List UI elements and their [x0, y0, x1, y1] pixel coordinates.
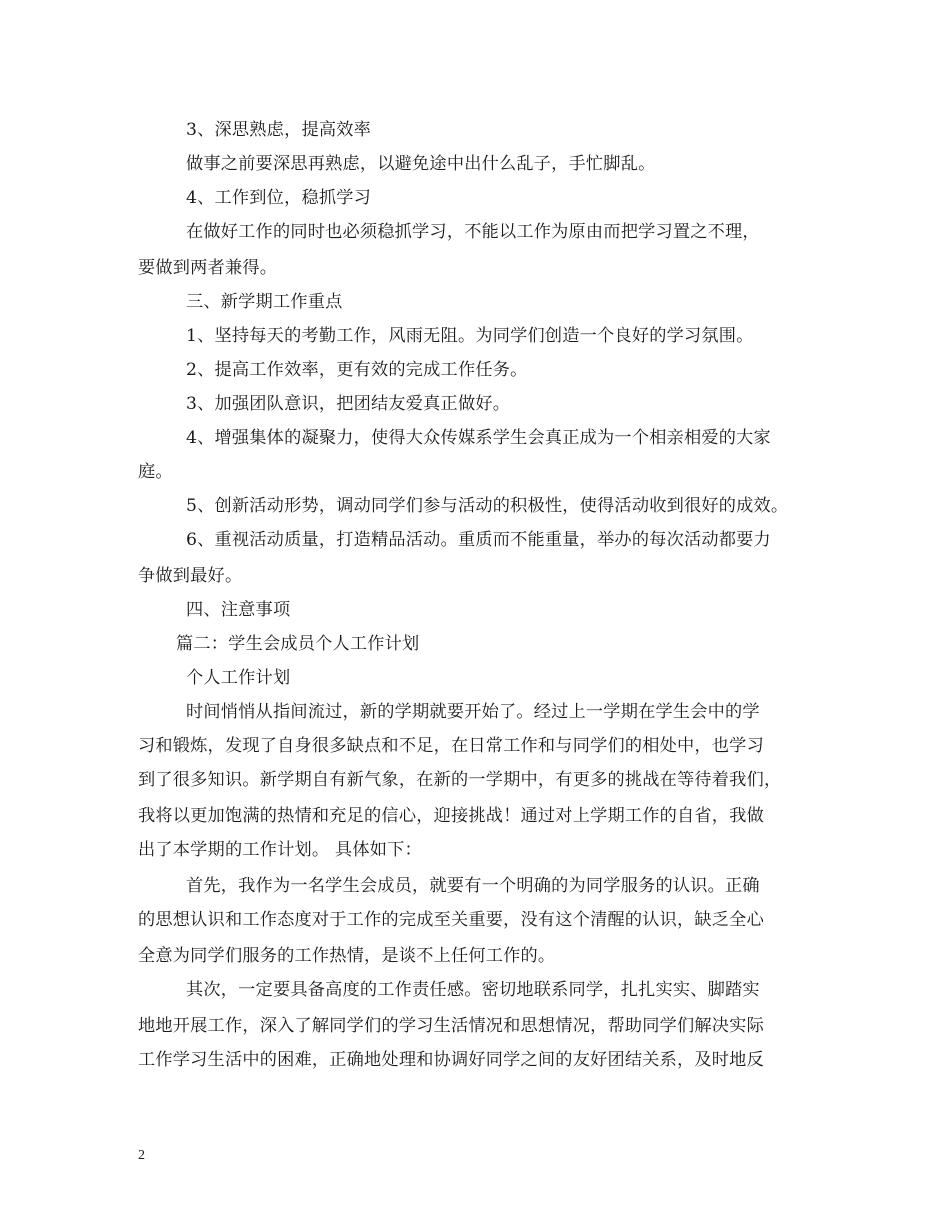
text-line: 6、重视活动质量，打造精品活动。重质而不能重量，举办的每次活动都要力 — [186, 530, 771, 550]
text-line: 出了本学期的工作计划。 具体如下： — [138, 840, 422, 860]
text-line: 到了很多知识。新学期自有新气象，在新的一学期中，有更多的挑战在等待着我们， — [138, 770, 782, 790]
text-line: 时间悄悄从指间流过，新的学期就要开始了。经过上一学期在学生会中的学 — [186, 702, 760, 722]
text-line: 3、加强团队意识，把团结友爱真正做好。 — [186, 394, 511, 414]
text-line: 4、工作到位，稳抓学习 — [186, 188, 372, 208]
text-line: 在做好工作的同时也必须稳抓学习，不能以工作为原由而把学习置之不理， — [186, 222, 760, 242]
article-title: 篇二：学生会成员个人工作计划 — [176, 634, 420, 654]
text-line: 其次，一定要具备高度的工作责任感。密切地联系同学，扎扎实实、脚踏实 — [186, 980, 760, 1000]
text-line: 的思想认识和工作态度对于工作的完成至关重要，没有这个清醒的认识，缺乏全心 — [138, 910, 764, 930]
page-number: 2 — [138, 1148, 145, 1163]
text-line: 我将以更加饱满的热情和充足的信心，迎接挑战！通过对上学期工作的自省，我做 — [138, 806, 764, 826]
text-line: 地地开展工作，深入了解同学们的学习生活情况和思想情况，帮助同学们解决实际 — [138, 1016, 764, 1036]
text-line: 庭。 — [138, 462, 173, 482]
text-line: 争做到最好。 — [138, 566, 243, 586]
section-heading: 四、注意事项 — [186, 600, 291, 620]
text-line: 1、坚持每天的考勤工作，风雨无阻。为同学们创造一个良好的学习氛围。 — [186, 326, 754, 346]
text-line: 2、提高工作效率，更有效的完成工作任务。 — [186, 360, 528, 380]
text-line: 要做到两者兼得。 — [138, 258, 278, 278]
text-line: 首先，我作为一名学生会成员，就要有一个明确的为同学服务的认识。正确 — [186, 876, 760, 896]
text-line: 3、深思熟虑，提高效率 — [186, 120, 372, 140]
text-line: 工作学习生活中的困难，正确地处理和协调好同学之间的友好团结关系，及时地反 — [138, 1050, 764, 1070]
text-line: 全意为同学们服务的工作热情，是谈不上任何工作的。 — [138, 946, 556, 966]
section-heading: 三、新学期工作重点 — [186, 292, 343, 312]
text-line: 习和锻炼，发现了自身很多缺点和不足，在日常工作和与同学们的相处中，也学习 — [138, 736, 764, 756]
text-line: 做事之前要深思再熟虑，以避免途中出什么乱子，手忙脚乱。 — [186, 154, 656, 174]
text-line: 5、创新活动形势，调动同学们参与活动的积极性，使得活动收到很好的成效。 — [186, 496, 789, 516]
text-line: 4、增强集体的凝聚力，使得大众传媒系学生会真正成为一个相亲相爱的大家 — [186, 428, 771, 448]
article-subtitle: 个人工作计划 — [186, 668, 291, 688]
